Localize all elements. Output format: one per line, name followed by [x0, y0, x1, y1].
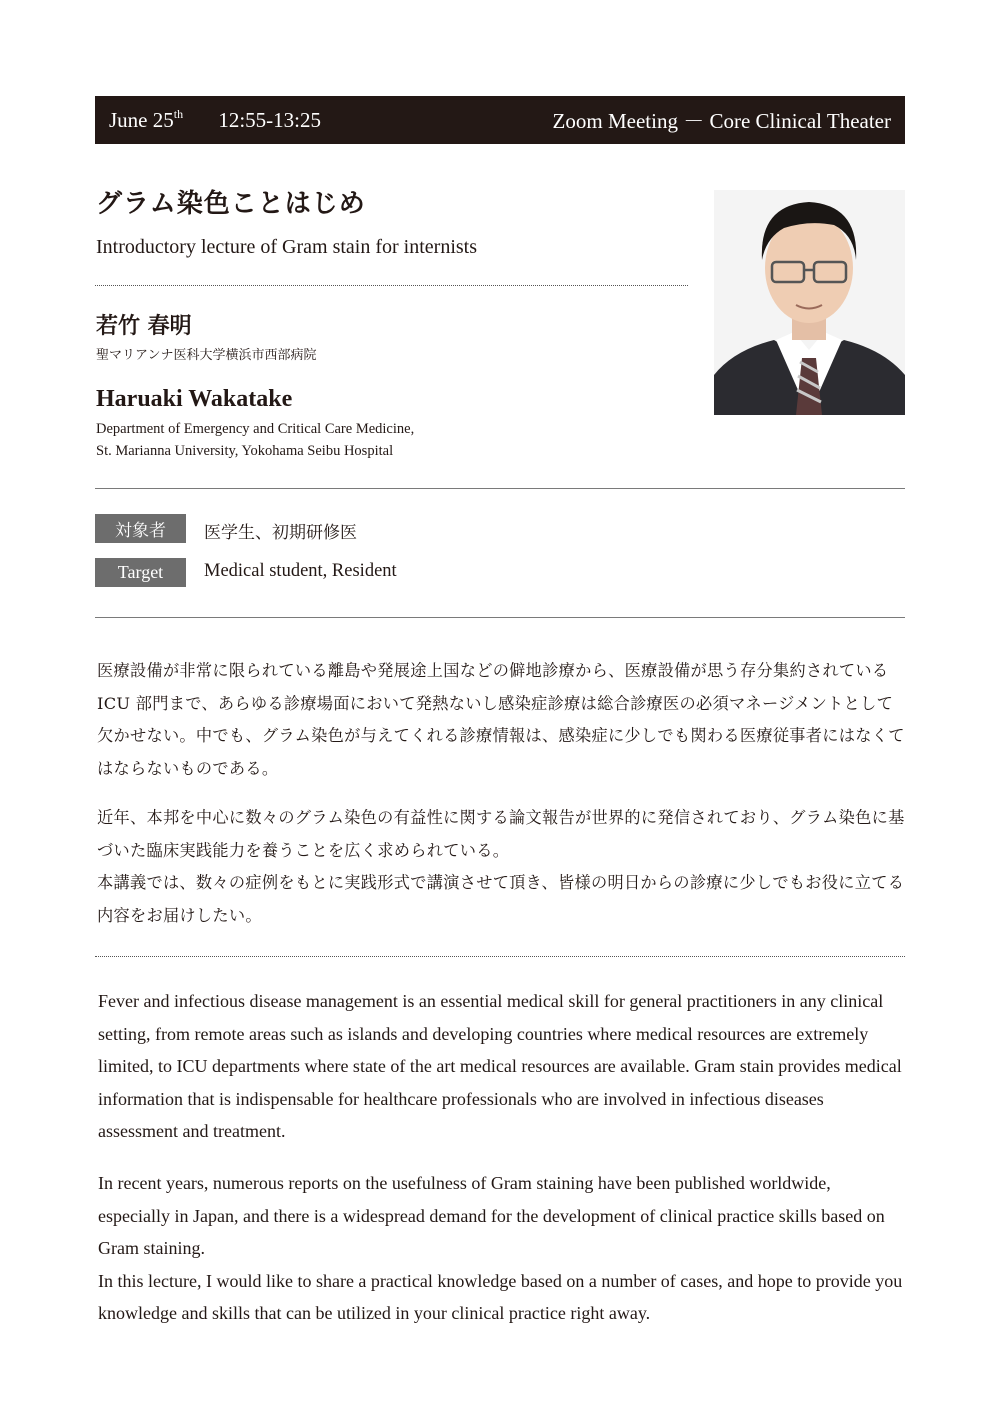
section-divider-bottom [95, 617, 905, 618]
session-venue: Zoom Meeting － Core Clinical Theater [552, 109, 891, 133]
target-value-en: Medical student, Resident [204, 561, 397, 581]
lecture-title-en: Introductory lecture of Gram stain for internists [96, 236, 477, 258]
speaker-name-en: Haruaki Wakatake [96, 386, 293, 412]
affiliation-en-line2: St. Marianna University, Yokohama Seibu Hospital [96, 443, 394, 459]
session-datetime [109, 107, 321, 133]
speaker-affiliation-en [96, 418, 414, 462]
abstract-jp-paragraph-2 [97, 802, 909, 932]
target-label-en: Target [95, 558, 186, 587]
language-divider [95, 956, 905, 957]
abstract-en-paragraph-2 [98, 1167, 903, 1330]
abstract-jp-paragraph-2b: 本講義では、数々の症例をもとに実践形式で講演させて頂き、皆様の明日からの診療に少しでもお役に立てる内容をお届けしたい。 [97, 873, 905, 925]
speaker-photo [714, 190, 905, 415]
speaker-affiliation-jp: 聖マリアンナ医科大学横浜市西部病院 [96, 348, 317, 363]
affiliation-en-line1: Department of Emergency and Critical Care Medicine, [96, 421, 415, 437]
session-time: 12:55-13:25 [218, 108, 322, 132]
target-label-jp: 対象者 [95, 514, 186, 543]
lecture-title-jp: グラム染色ことはじめ [96, 189, 366, 219]
section-divider-top [95, 488, 905, 489]
abstract-en-paragraph-1: Fever and infectious disease management is an essential medical skill for general practitioners in any clinical setting, from remote areas such as islands and developing countries where medical resources are extremely limited, to ICU departments where state of the art medical resources are available. Gram stain provides medical information that is indispensable for healthcare professionals who are involved in infectious diseases assessment and treatment. [98, 991, 902, 1141]
abstract-jp-paragraph-2a: 近年、本邦を中心に数々のグラム染色の有益性に関する論文報告が世界的に発信されており、グラム染色に基づいた臨床実践能力を養うことを広く求められている。 [97, 808, 905, 860]
title-divider [95, 285, 688, 286]
abstract-jp-paragraph-1: 医療設備が非常に限られている離島や発展途上国などの僻地診療から、医療設備が思う存分集約されている ICU 部門まで、あらゆる診療場面において発熱ないし感染症診療は総合診療医の必須マネージメントとして欠かせない。中でも、グラム染色が与えてくれる診療情報は、感染症に少しでも関わる医療従事者にはなくてはならないものである。 [97, 661, 905, 778]
session-header-bar [95, 96, 905, 144]
session-date: June 25 [109, 108, 174, 132]
abstract-en-paragraph-2a: In recent years, numerous reports on the usefulness of Gram staining have been published worldwide, especially in Japan, and there is a widespread demand for the development of clinical practice skills based on Gram staining. [98, 1173, 885, 1258]
abstract-en-paragraph-2b: In this lecture, I would like to share a practical knowledge based on a number of cases, and hope to provide you knowledge and skills that can be utilized in your clinical practice right away. [98, 1270, 903, 1323]
target-value-jp: 医学生、初期研修医 [204, 523, 357, 543]
session-date-suffix: th [173, 107, 184, 121]
speaker-name-jp: 若竹 春明 [96, 313, 192, 339]
